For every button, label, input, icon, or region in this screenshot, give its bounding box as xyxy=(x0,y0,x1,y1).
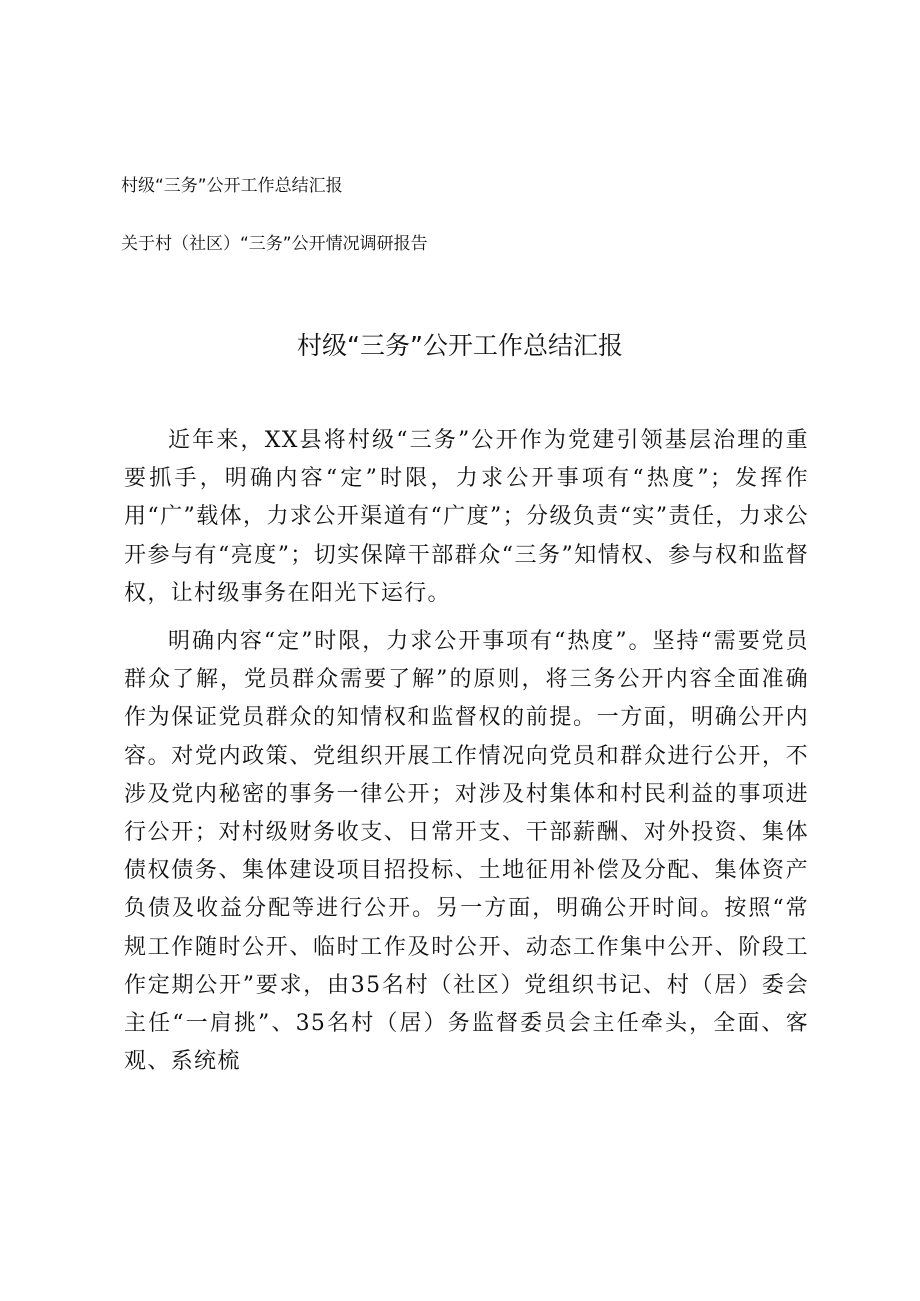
body-paragraph-intro: 近年来，XX县将村级“三务”公开作为党建引领基层治理的重要抓手，明确内容“定”时限，力求公开事项有“热度”；发挥作用“广”载体，力求公开渠道有“广度”；分级负责“实”责任，力求公开参与有“亮度”；切实保障干部群众“三务”知情权、参与权和监督权，让村级事务在阳光下运行。 xyxy=(124,428,809,606)
document-title: 村级“三务”公开工作总结汇报 xyxy=(297,331,623,360)
toc-item-work-summary[interactable]: 村级“三务”公开工作总结汇报 xyxy=(121,176,343,196)
body-paragraph-content-timing: 明确内容“定”时限，力求公开事项有“热度”。坚持“需要党员群众了解，党员群众需要了解”的原则，将三务公开内容全面准确作为保证党员群众的知情权和监督权的前提。一方面，明确公开内容。对党内政策、党组织开展工作情况向党员和群众进行公开，不涉及党内秘密的事务一律公开；对涉及村集体和村民利益的事项进行公开；对村级财务收支、日常开支、干部薪酬、对外投资、集体债权债务、集体建设项目招投标、土地征用补偿及分配、集体资产负债及收益分配等进行公开。另一方面，明确公开时间。按照“常规工作随时公开、临时工作及时公开、动态工作集中公开、阶段工作定期公开”要求，由35名村（社区）党组织书记、村（居）委会主任“一肩挑”、35名村（居）务监督委员会主任牵头，全面、客观、系统梳 xyxy=(124,629,809,1075)
toc-item-research-report[interactable]: 关于村（社区）“三务”公开情况调研报告 xyxy=(121,234,428,254)
document-body xyxy=(124,422,809,1081)
